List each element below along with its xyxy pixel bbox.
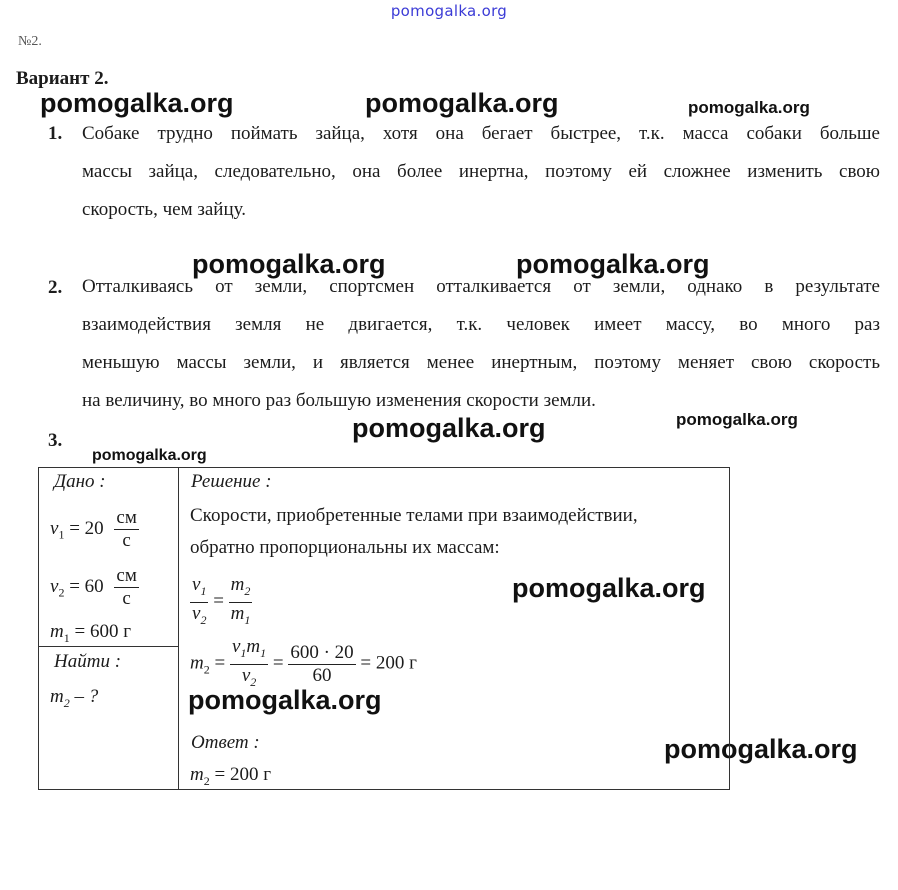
var: v	[50, 517, 59, 539]
calc-formula	[190, 636, 417, 693]
value: = 20	[69, 517, 104, 539]
var: v	[192, 602, 201, 624]
text-line: скорость, чем зайцу.	[82, 199, 246, 220]
solution-label: Решение :	[191, 471, 272, 492]
sub: 1	[58, 527, 65, 542]
watermark: pomogalka.org	[92, 447, 207, 464]
ratio-formula	[190, 574, 252, 631]
watermark: pomogalka.org	[365, 88, 559, 118]
value: – ?	[74, 686, 99, 707]
equals: =	[213, 590, 224, 612]
solution-line: обратно пропорциональны их массам:	[190, 537, 500, 558]
sub: 2	[203, 773, 210, 788]
var: m	[190, 764, 204, 785]
answer-label: Ответ :	[191, 732, 260, 753]
numerator	[230, 636, 268, 665]
variant-heading: Вариант 2.	[16, 68, 109, 89]
table-divider	[38, 646, 179, 647]
site-link[interactable]: pomogalka.org	[390, 2, 508, 20]
text-line: Собаке трудно поймать зайца, хотя она бегает быстрее, т.к. масса собаки больше	[82, 123, 880, 144]
denominator: 60	[312, 664, 332, 686]
item-1-text	[82, 115, 880, 229]
sub: 1	[200, 583, 207, 598]
text-line: на величину, во много раз большую изменения скорости земли.	[82, 390, 596, 411]
var: m	[230, 602, 245, 624]
sub: 1	[260, 645, 267, 660]
denominator	[190, 603, 208, 631]
watermark: pomogalka.org	[516, 249, 710, 279]
find-target	[50, 686, 98, 711]
unit-den: с	[122, 588, 131, 609]
sub: 1	[244, 612, 251, 627]
cropped-fragment: №2.	[18, 34, 42, 49]
given-v2	[50, 565, 139, 610]
unit-num: см	[116, 507, 137, 528]
var: m	[50, 686, 64, 707]
sub: 2	[203, 662, 210, 677]
watermark: pomogalka.org	[188, 685, 382, 715]
var: m	[230, 574, 245, 595]
given-v1	[50, 507, 139, 552]
var: m	[190, 652, 204, 674]
value: = 200 г	[214, 764, 271, 785]
numerator	[229, 574, 253, 603]
item-number: 2.	[48, 277, 63, 298]
find-label: Найти :	[54, 651, 122, 672]
unit-num: см	[116, 565, 137, 586]
watermark: pomogalka.org	[512, 573, 706, 603]
numerator: 600 · 20	[290, 641, 354, 663]
var: m	[50, 621, 64, 642]
sub: 2	[244, 583, 251, 598]
unit-fraction	[114, 565, 138, 610]
watermark: pomogalka.org	[676, 410, 798, 429]
watermark: pomogalka.org	[664, 734, 858, 764]
given-m1	[50, 621, 131, 646]
watermark: pomogalka.org	[40, 88, 234, 118]
text-line: взаимодействия земля не двигается, т.к. человек имеет массу, во много раз	[82, 314, 880, 335]
equals: =	[214, 652, 226, 674]
denominator	[229, 603, 253, 631]
text-line: Отталкиваясь от земли, спортсмен отталкивается от земли, однако в результате	[82, 276, 880, 297]
sub: 2	[250, 674, 257, 689]
var: m	[246, 636, 261, 657]
text-line: меньшую массы земли, и является менее инертным, поэтому меняет свою скорость	[82, 352, 880, 373]
fraction	[288, 642, 355, 687]
item-number: 1.	[48, 123, 63, 144]
sub: 1	[240, 645, 247, 660]
value: = 600 г	[74, 621, 131, 642]
unit-fraction	[114, 507, 138, 552]
watermark: pomogalka.org	[688, 98, 810, 117]
sub: 2	[63, 695, 70, 710]
item-2-text	[82, 268, 880, 420]
unit-den: с	[122, 530, 131, 551]
denominator	[230, 665, 268, 693]
watermark: pomogalka.org	[192, 249, 386, 279]
text-line: массы зайца, следовательно, она более инертна, поэтому ей сложнее изменить свою	[82, 161, 880, 182]
fraction	[229, 574, 253, 631]
result: = 200 г	[360, 652, 417, 674]
solution-line: Скорости, приобретенные телами при взаимодействии,	[190, 505, 638, 526]
var: v	[241, 664, 251, 686]
table-divider	[178, 467, 179, 790]
item-number: 3.	[48, 430, 63, 451]
fraction	[190, 574, 208, 631]
numerator	[190, 574, 208, 603]
value: = 60	[69, 575, 104, 597]
var: v	[192, 574, 201, 595]
sub: 2	[200, 612, 207, 627]
sub: 2	[58, 585, 65, 600]
var: v	[231, 636, 241, 657]
answer-value	[190, 764, 271, 789]
given-label: Дано :	[54, 471, 106, 492]
fraction	[230, 636, 268, 693]
var: v	[50, 575, 59, 597]
watermark: pomogalka.org	[352, 413, 546, 443]
equals: =	[272, 652, 284, 674]
sub: 1	[63, 630, 70, 645]
